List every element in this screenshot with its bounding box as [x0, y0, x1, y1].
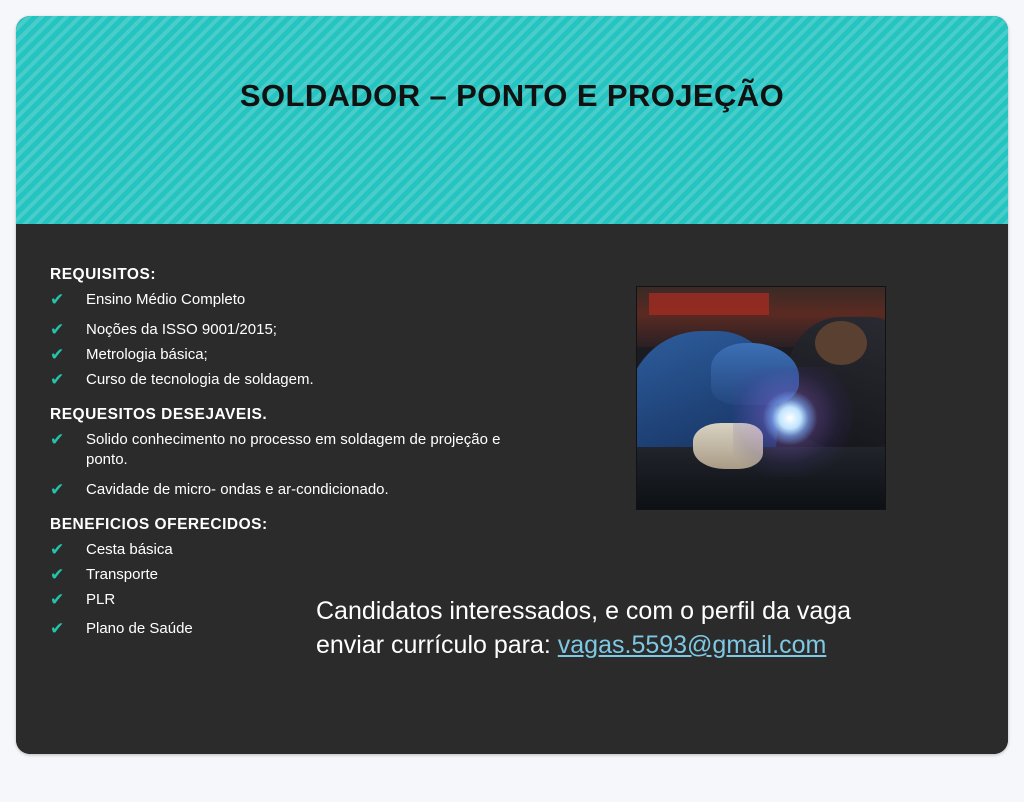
photo-red-beam [649, 293, 769, 315]
section-heading-requisitos: REQUISITOS: [50, 266, 156, 283]
check-icon: ✔ [50, 565, 65, 585]
section-heading-desejaveis: REQUESITOS DESEJAVEIS. [50, 406, 268, 423]
check-icon: ✔ [50, 370, 65, 390]
photo-welding-spark [763, 391, 817, 445]
page-title: SOLDADOR – PONTO E PROJEÇÃO [239, 78, 785, 113]
list-item [34, 430, 604, 470]
check-icon: ✔ [50, 540, 65, 560]
list-item-label: Ensino Médio Completo [86, 291, 246, 308]
check-icon: ✔ [50, 619, 65, 639]
check-icon: ✔ [50, 345, 65, 365]
slide-body [16, 224, 1008, 754]
section-heading-beneficios: BENEFICIOS OFERECIDOS: [50, 516, 268, 533]
list-item-label: Noções da ISSO 9001/2015; [86, 321, 277, 338]
list-item-label: Metrologia básica; [86, 346, 208, 363]
list-item [34, 480, 604, 500]
list-item [34, 370, 604, 390]
check-icon: ✔ [50, 290, 65, 310]
check-icon: ✔ [50, 430, 65, 450]
check-icon: ✔ [50, 320, 65, 340]
list-item-label: Cavidade de micro- ondas e ar-condicionado. [86, 481, 389, 498]
list-item [34, 565, 604, 585]
list-item-label: Plano de Saúde [86, 620, 193, 637]
slide-canvas [16, 16, 1008, 754]
header-banner [16, 16, 1008, 224]
contact-line-2 [316, 628, 956, 662]
list-requisitos-2 [34, 320, 604, 390]
list-item [34, 345, 604, 365]
requirements-column [34, 266, 604, 644]
list-item-label: Curso de tecnologia de soldagem. [86, 371, 314, 388]
list-item-label: Cesta básica [86, 541, 173, 558]
list-requisitos [34, 290, 604, 310]
list-item [34, 320, 604, 340]
list-item [34, 290, 604, 310]
contact-line-1: Candidatos interessados, e com o perfil da vaga [316, 597, 852, 625]
list-item-label: PLR [86, 591, 116, 608]
contact-email-link[interactable]: vagas.5593@gmail.com [557, 631, 827, 659]
list-item-label: Solido conhecimento no processo em soldagem de projeção e ponto. [86, 431, 501, 468]
welding-photo [636, 286, 886, 510]
check-icon: ✔ [50, 590, 65, 610]
contact-line-2-prefix: enviar currículo para: [316, 631, 558, 659]
list-desejaveis [34, 430, 604, 500]
list-item [34, 540, 604, 560]
contact-block [316, 594, 956, 662]
list-item-label: Transporte [86, 566, 158, 583]
photo-head-right [815, 321, 867, 365]
check-icon: ✔ [50, 480, 65, 500]
